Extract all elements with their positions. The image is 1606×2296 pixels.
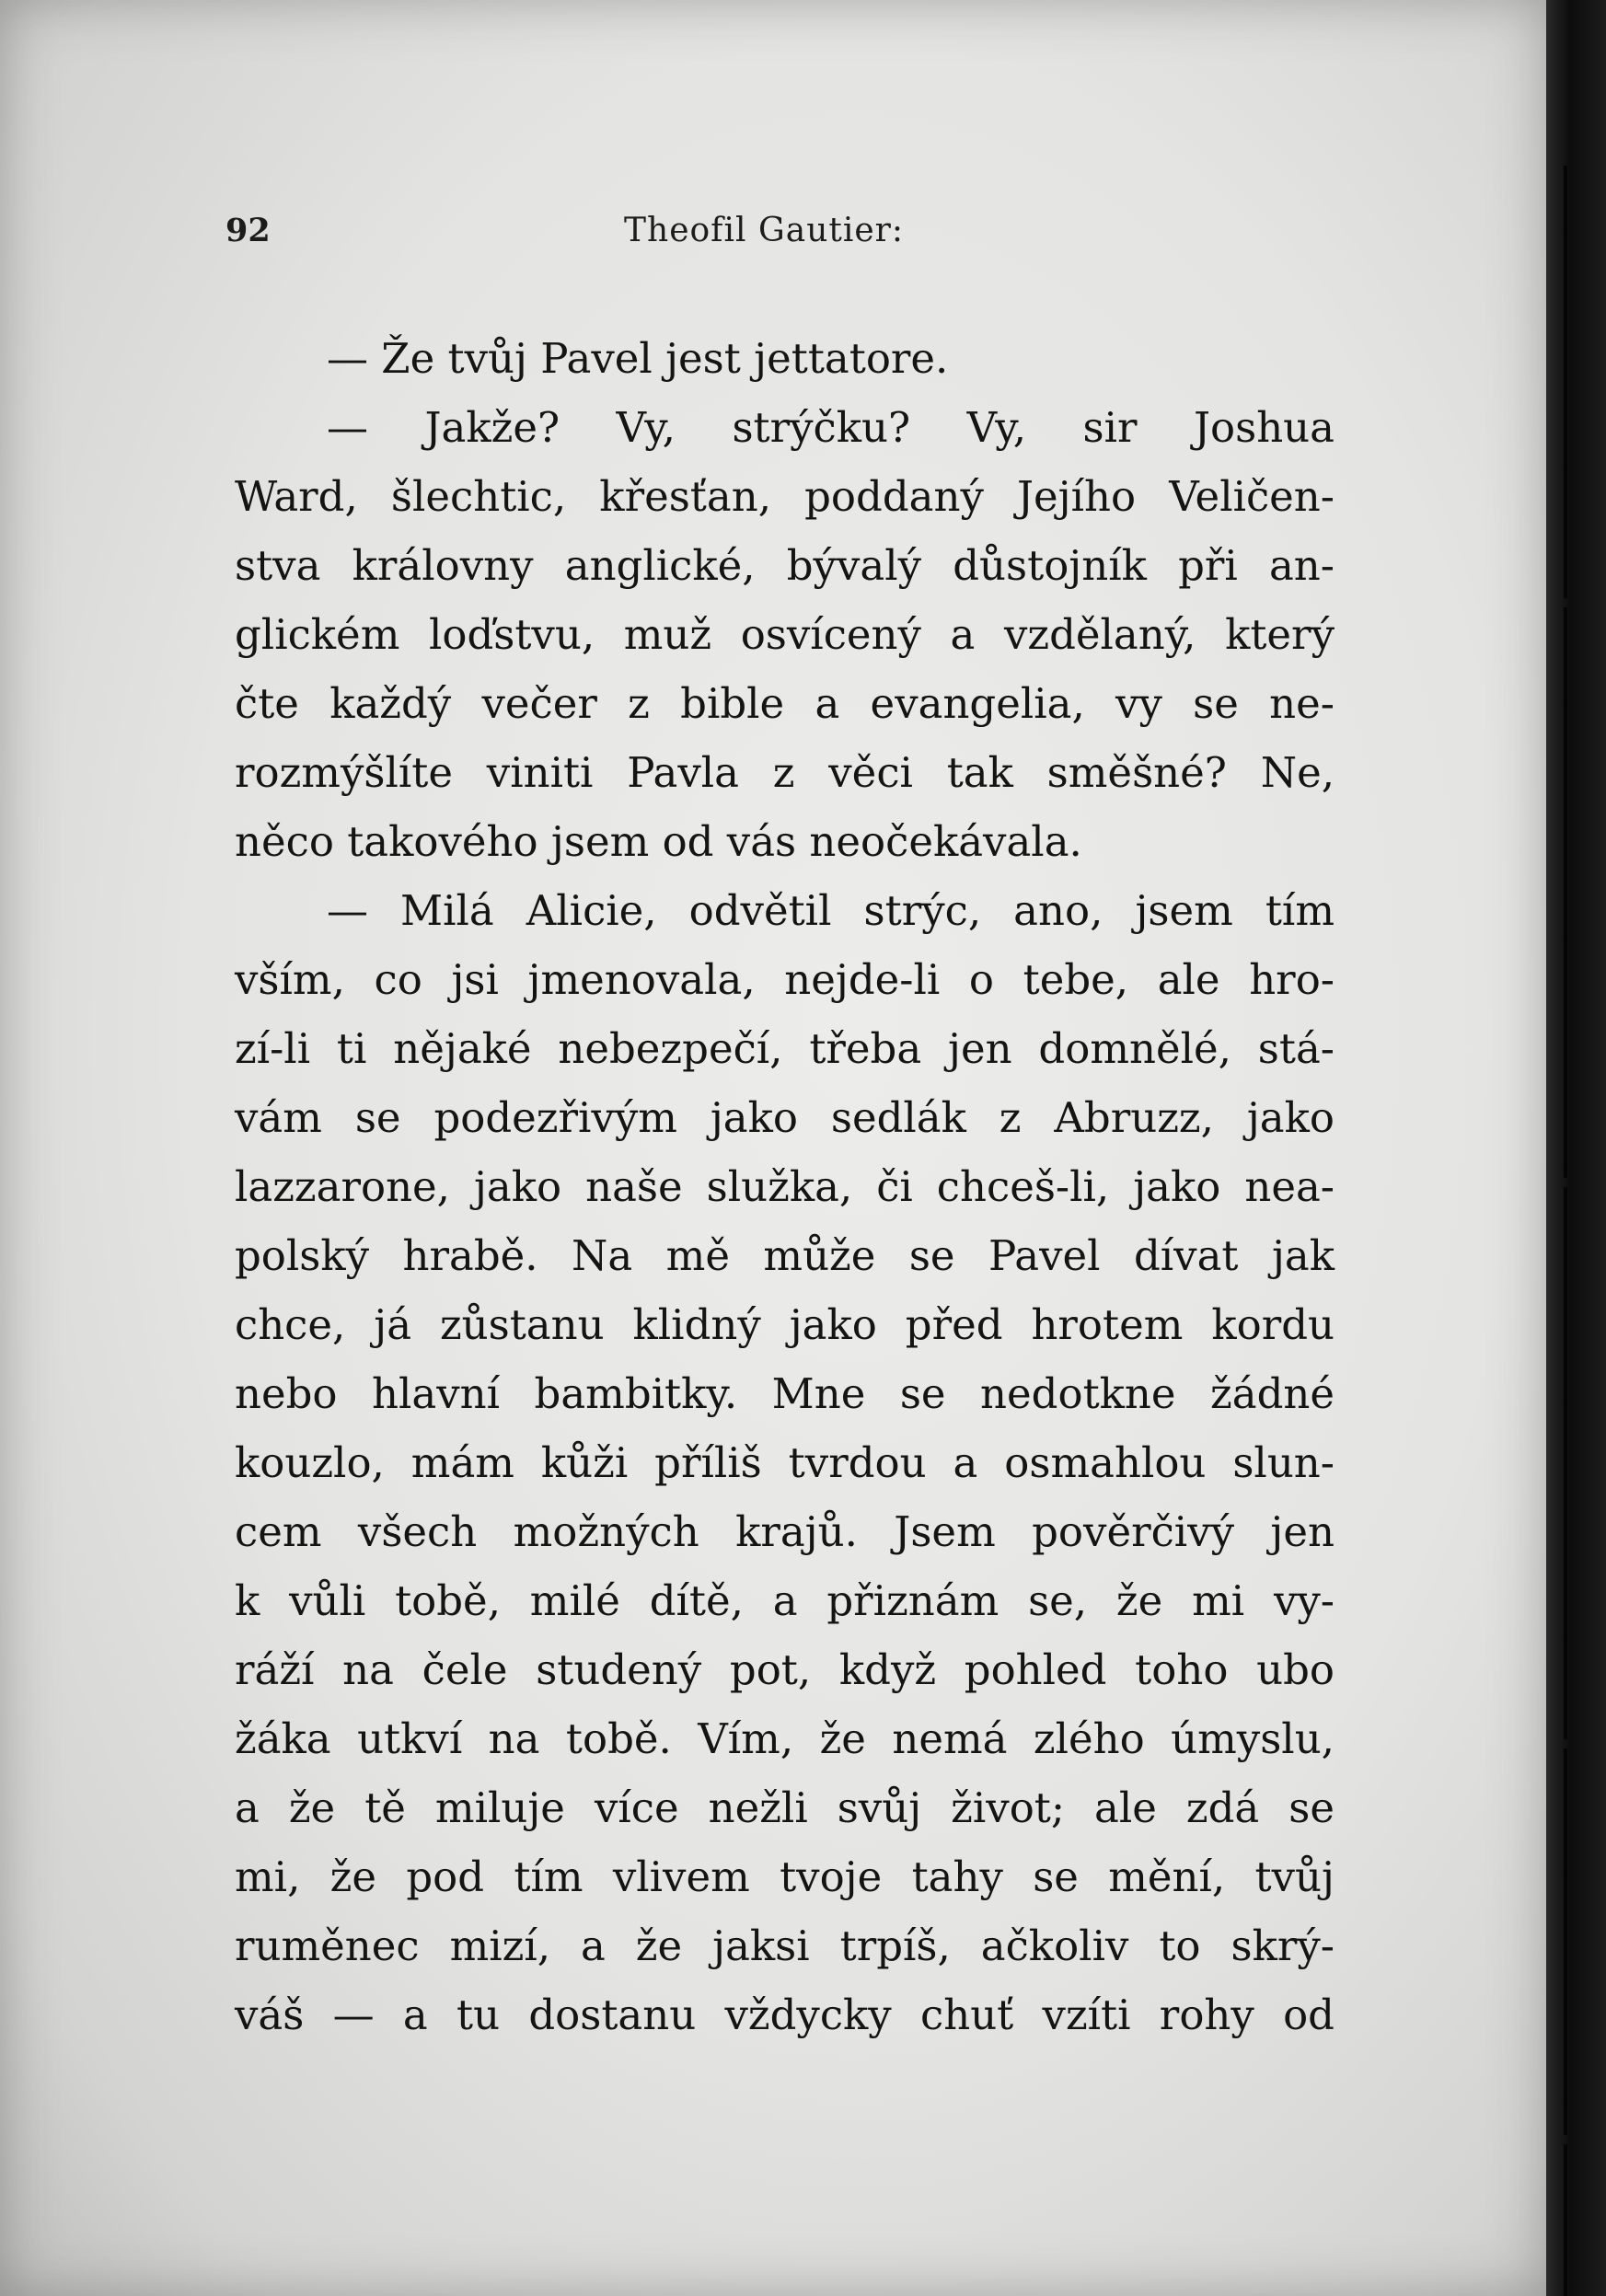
binding-line [1564,166,1567,598]
text-line: ráží na čele studený pot, když pohled toho ubo [235,1645,1334,1694]
text-line: polský hrabě. Na mě může se Pavel dívat jak [235,1231,1334,1280]
text-line: vším, co jsi jmenovala, nejde-li o tebe, ale hro- [235,955,1334,1004]
text-line: glickém loďstvu, muž osvícený a vzdělaný, který [235,610,1334,659]
text-line: Ward, šlechtic, křesťan, poddaný Jejího Veličen- [235,472,1334,521]
text-line: čte každý večer z bible a evangelia, vy se ne- [235,679,1334,728]
text-line: nebo hlavní bambitky. Mne se nedotkne žádné [235,1369,1334,1418]
text-line: váš — a tu dostanu vždycky chuť vzíti rohy od [235,1990,1334,2039]
book-binding [1546,0,1606,2296]
running-title: Theofil Gautier: [624,212,904,249]
text-line: a že tě miluje více nežli svůj život; ale zdá se [235,1783,1334,1832]
text-line: — Že tvůj Pavel jest jettatore. [327,334,949,383]
binding-line [1564,2144,1567,2296]
binding-line [1564,607,1567,1178]
text-line: chce, já zůstanu klidný jako před hrotem kordu [235,1300,1334,1349]
text-line: — Jakže? Vy, strýčku? Vy, sir Joshua [327,403,1334,452]
text-line: mi, že pod tím vlivem tvoje tahy se mění, tvůj [235,1852,1334,1901]
text-line: vám se podezřivým jako sedlák z Abruzz, jako [235,1093,1334,1142]
page-header [0,204,1546,260]
text-line: stva královny anglické, bývalý důstojník při an- [235,541,1334,590]
binding-line [1564,1748,1567,2135]
text-line: žáka utkví na tobě. Vím, že nemá zlého úmyslu, [235,1714,1334,1763]
text-line: k vůli tobě, milé dítě, a přiznám se, že mi vy- [235,1576,1334,1625]
text-line: — Milá Alicie, odvětil strýc, ano, jsem tím [327,886,1334,935]
page-number: 92 [225,212,271,249]
binding-line [1564,1187,1567,1739]
text-line: rozmýšlíte viniti Pavla z věci tak směšné? Ne, [235,748,1334,797]
text-line: něco takového jsem od vás neočekávala. [235,817,1082,866]
text-line: zí-li ti nějaké nebezpečí, třeba jen domnělé, stá- [235,1024,1334,1073]
text-line: kouzlo, mám kůži příliš tvrdou a osmahlou slun- [235,1438,1334,1487]
text-line: lazzarone, jako naše služka, či chceš-li, jako nea- [235,1162,1334,1211]
text-line: cem všech možných krajů. Jsem pověrčivý jen [235,1507,1334,1556]
body-text [235,324,1334,2049]
text-line: ruměnec mizí, a že jaksi trpíš, ačkoliv to skrý- [235,1921,1334,1970]
